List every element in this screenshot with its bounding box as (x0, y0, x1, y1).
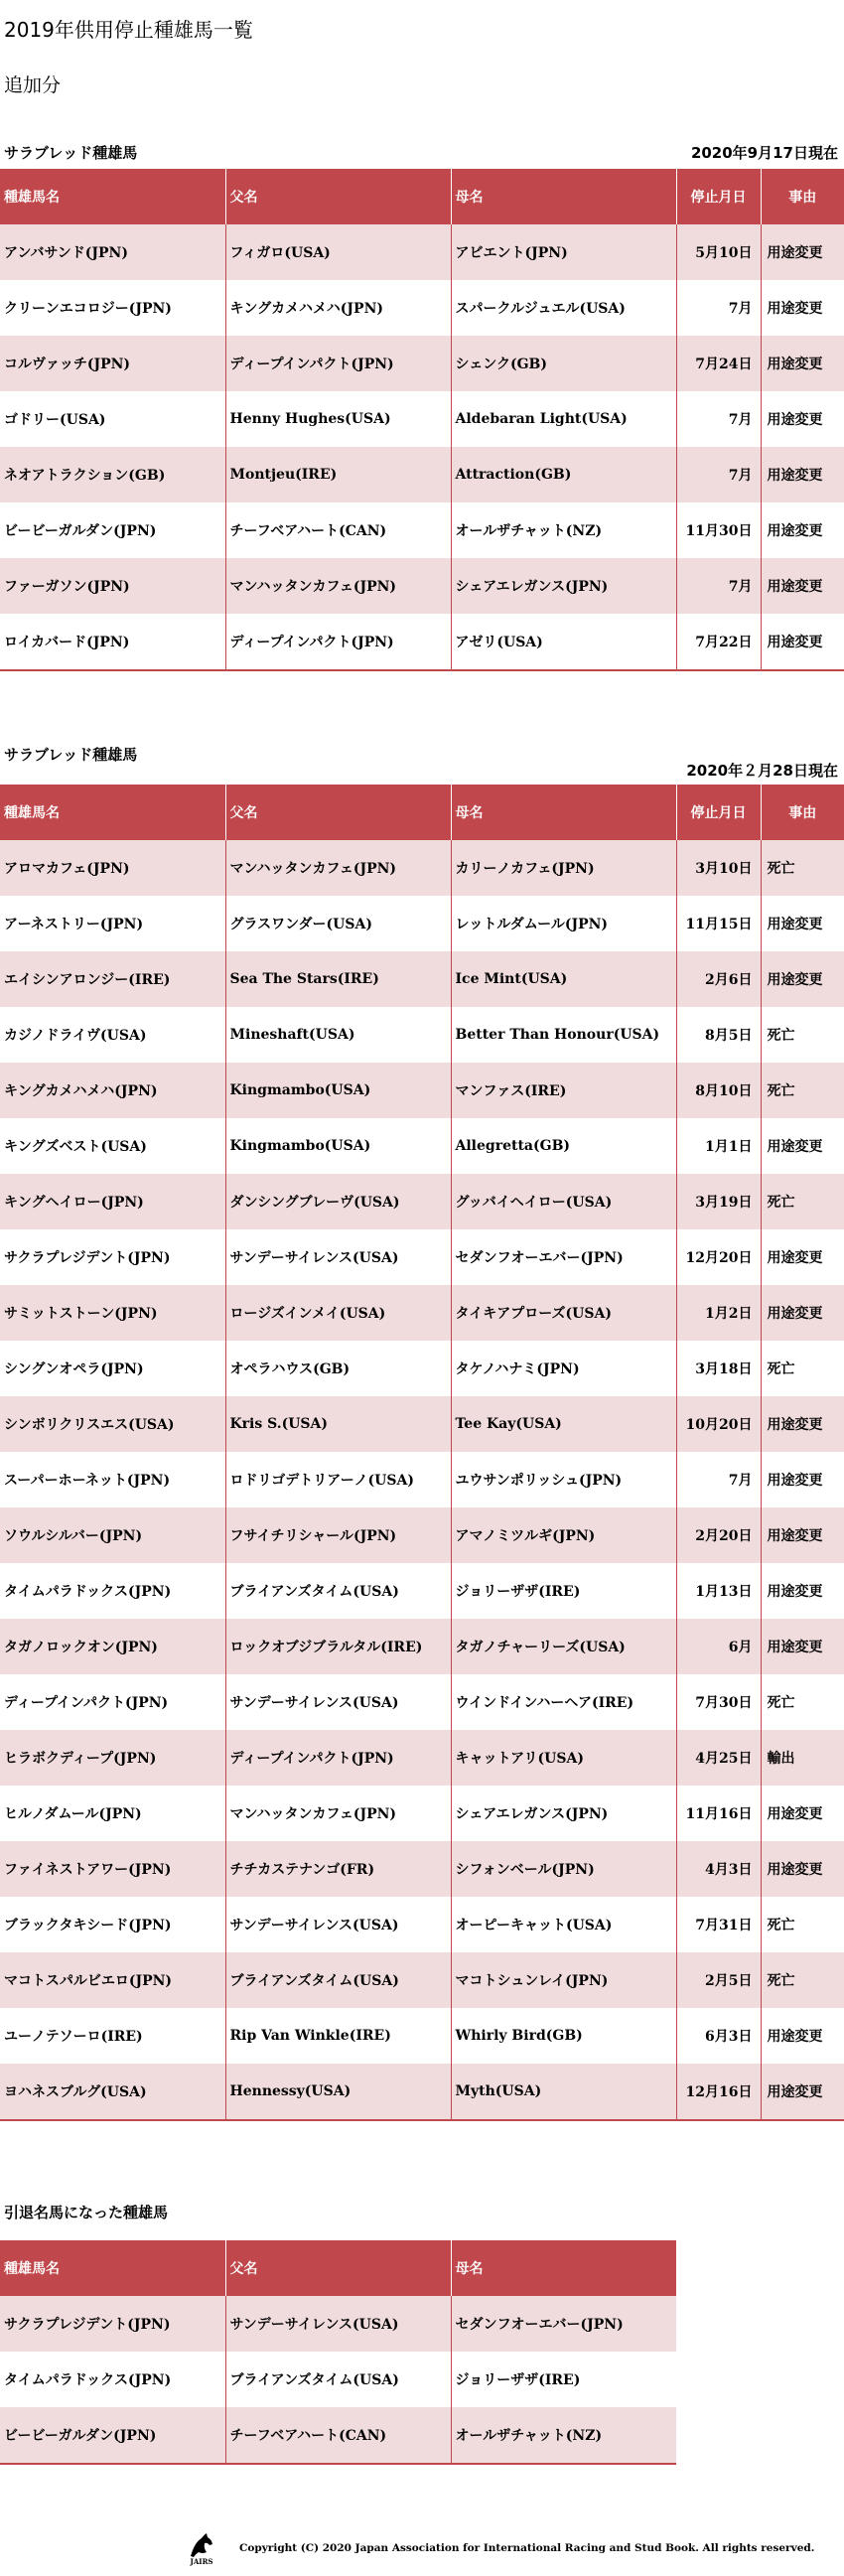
dam-name-header: 母名 (451, 2240, 676, 2296)
stallion-name-cell: ヨハネスブルグ(USA) (0, 2064, 225, 2120)
sire-name-cell: Mineshaft(USA) (225, 1007, 451, 1063)
sire-name-cell: サンデーサイレンス(USA) (225, 1897, 451, 1952)
reason-cell: 用途変更 (761, 951, 844, 1007)
table-row (0, 1952, 844, 2008)
reason-cell: 死亡 (761, 1674, 844, 1730)
dam-name-cell: Tee Kay(USA) (451, 1396, 676, 1452)
stallion-name-cell: キングヘイロー(JPN) (0, 1174, 225, 1229)
reason-cell: 用途変更 (761, 1396, 844, 1452)
dam-name-cell: セダンフオーエバー(JPN) (451, 1229, 676, 1285)
sire-name-cell: Rip Van Winkle(IRE) (225, 2008, 451, 2064)
table-row (0, 1118, 844, 1174)
reason-cell: 用途変更 (761, 2064, 844, 2120)
stop-date-cell: 11月16日 (676, 1786, 761, 1841)
dam-name-cell: シフォンベール(JPN) (451, 1841, 676, 1897)
reason-cell: 用途変更 (761, 558, 844, 614)
table-row (0, 1396, 844, 1452)
reason-cell: 用途変更 (761, 2008, 844, 2064)
jairs-logo (185, 2530, 218, 2566)
table-row (0, 1341, 844, 1396)
sire-name-cell: ロックオブジブラルタル(IRE) (225, 1619, 451, 1674)
stallion-name-cell: スーパーホーネット(JPN) (0, 1452, 225, 1507)
page-subtitle: 追加分 (4, 74, 62, 96)
stallion-name-cell: アンバサンド(JPN) (0, 224, 225, 280)
dam-name-cell: Whirly Bird(GB) (451, 2008, 676, 2064)
stallion-name-cell: ブラックタキシード(JPN) (0, 1897, 225, 1952)
reason-cell: 用途変更 (761, 1118, 844, 1174)
stallion-name-cell: ディープインパクト(JPN) (0, 1674, 225, 1730)
dam-name-cell: スパークルジュエル(USA) (451, 280, 676, 336)
table-row (0, 1507, 844, 1563)
page-title: 2019年供用停止種雄馬一覧 (4, 18, 253, 42)
stallion-name-cell: タイムパラドックス(JPN) (0, 1563, 225, 1619)
table-row (0, 1897, 844, 1952)
table-row (0, 224, 844, 280)
stop-date-cell: 6月3日 (676, 2008, 761, 2064)
dam-name-cell: キャットアリ(USA) (451, 1730, 676, 1786)
stop-date-cell: 11月15日 (676, 896, 761, 951)
dam-name-cell: オールザチャット(NZ) (451, 502, 676, 558)
reason-cell: 死亡 (761, 1341, 844, 1396)
dam-name-cell: ウインドインハーヘア(IRE) (451, 1674, 676, 1730)
stop-date-cell: 2月20日 (676, 1507, 761, 1563)
stop-date-cell: 7月 (676, 447, 761, 502)
stallion-name-cell: コルヴァッチ(JPN) (0, 336, 225, 391)
dam-name-cell: Ice Mint(USA) (451, 951, 676, 1007)
stallion-name-cell: カジノドライヴ(USA) (0, 1007, 225, 1063)
dam-name-cell: シェンク(GB) (451, 336, 676, 391)
reason-cell: 用途変更 (761, 1619, 844, 1674)
sire-name-header: 父名 (225, 169, 451, 224)
section-label-addition: サラブレッド種雄馬 (4, 144, 138, 162)
stop-date-cell: 2月5日 (676, 1952, 761, 2008)
reason-cell: 死亡 (761, 1007, 844, 1063)
stop-date-header: 停止月日 (676, 169, 761, 224)
stop-date-header: 停止月日 (676, 785, 761, 840)
dam-name-cell: Myth(USA) (451, 2064, 676, 2120)
stop-date-cell: 7月 (676, 280, 761, 336)
dam-name-header: 母名 (451, 785, 676, 840)
table-row (0, 1674, 844, 1730)
stallion-name-cell: サクラプレジデント(JPN) (0, 2296, 225, 2352)
table-header-row (0, 785, 844, 840)
table-row (0, 951, 844, 1007)
reason-cell: 用途変更 (761, 896, 844, 951)
table-row (0, 614, 844, 670)
stop-date-cell: 7月31日 (676, 1897, 761, 1952)
reason-cell: 死亡 (761, 1897, 844, 1952)
sire-name-cell: ディープインパクト(JPN) (225, 614, 451, 670)
sire-name-cell: マンハッタンカフェ(JPN) (225, 1786, 451, 1841)
stallion-name-cell: クリーンエコロジー(JPN) (0, 280, 225, 336)
stallion-name-cell: ビービーガルダン(JPN) (0, 2407, 225, 2464)
dam-name-cell: Better Than Honour(USA) (451, 1007, 676, 1063)
sire-name-cell: キングカメハメハ(JPN) (225, 280, 451, 336)
reason-cell: 用途変更 (761, 391, 844, 447)
stallion-name-cell: ユーノテソーロ(IRE) (0, 2008, 225, 2064)
sire-name-cell: ディープインパクト(JPN) (225, 1730, 451, 1786)
stop-date-cell: 7月 (676, 1452, 761, 1507)
copyright-text: Copyright (C) 2020 Japan Association for International Racing and Stud Book. All rights reserved. (239, 2542, 815, 2554)
reason-cell: 用途変更 (761, 336, 844, 391)
table-row (0, 336, 844, 391)
section-label-main: サラブレッド種雄馬 (4, 746, 138, 764)
reason-cell: 死亡 (761, 1174, 844, 1229)
reason-cell: 輸出 (761, 1730, 844, 1786)
dam-name-cell: タイキアプローズ(USA) (451, 1285, 676, 1341)
stallion-name-cell: キングズベスト(USA) (0, 1118, 225, 1174)
reason-cell: 用途変更 (761, 1786, 844, 1841)
dam-name-cell: ジョリーザザ(IRE) (451, 2352, 676, 2407)
reason-header: 事由 (761, 169, 844, 224)
table-row (0, 558, 844, 614)
table-header-row (0, 169, 844, 224)
table-row (0, 1786, 844, 1841)
dam-name-cell: シェアエレガンス(JPN) (451, 1786, 676, 1841)
table-row (0, 502, 844, 558)
table-row (0, 1619, 844, 1674)
sire-name-cell: チチカステナンゴ(FR) (225, 1841, 451, 1897)
reason-cell: 用途変更 (761, 1563, 844, 1619)
stallion-name-header: 種雄馬名 (0, 169, 225, 224)
sire-name-cell: ブライアンズタイム(USA) (225, 1952, 451, 2008)
sire-name-cell: フサイチリシャール(JPN) (225, 1507, 451, 1563)
dam-name-cell: タガノチャーリーズ(USA) (451, 1619, 676, 1674)
stallion-name-cell: シングンオペラ(JPN) (0, 1341, 225, 1396)
dam-name-cell: レットルダムール(JPN) (451, 896, 676, 951)
stallion-name-cell: ビービーガルダン(JPN) (0, 502, 225, 558)
as-of-date-main: 2020年２月28日現在 (686, 762, 838, 780)
stallion-name-cell: ソウルシルバー(JPN) (0, 1507, 225, 1563)
reason-cell: 死亡 (761, 840, 844, 896)
stallion-name-cell: ゴドリー(USA) (0, 391, 225, 447)
dam-name-cell: グッバイヘイロー(USA) (451, 1174, 676, 1229)
reason-cell: 用途変更 (761, 614, 844, 670)
table-row (0, 391, 844, 447)
stop-date-cell: 1月13日 (676, 1563, 761, 1619)
dam-name-cell: Allegretta(GB) (451, 1118, 676, 1174)
reason-cell: 用途変更 (761, 502, 844, 558)
stop-date-cell: 12月20日 (676, 1229, 761, 1285)
stallion-table-main (0, 785, 844, 2121)
stop-date-cell: 8月10日 (676, 1063, 761, 1118)
stallion-table-retired (0, 2240, 676, 2465)
sire-name-cell: サンデーサイレンス(USA) (225, 1674, 451, 1730)
reason-cell: 死亡 (761, 1063, 844, 1118)
jairs-logo-text: JAIRS (190, 2557, 213, 2566)
stallion-name-cell: タイムパラドックス(JPN) (0, 2352, 225, 2407)
sire-name-cell: ロドリゴデトリアーノ(USA) (225, 1452, 451, 1507)
stop-date-cell: 7月22日 (676, 614, 761, 670)
stop-date-cell: 1月2日 (676, 1285, 761, 1341)
stop-date-cell: 2月6日 (676, 951, 761, 1007)
stallion-name-cell: ヒルノダムール(JPN) (0, 1786, 225, 1841)
sire-name-cell: Sea The Stars(IRE) (225, 951, 451, 1007)
dam-name-cell: Attraction(GB) (451, 447, 676, 502)
section-label-retired: 引退名馬になった種雄馬 (4, 2204, 169, 2221)
dam-name-cell: オーピーキャット(USA) (451, 1897, 676, 1952)
stop-date-cell: 12月16日 (676, 2064, 761, 2120)
stallion-name-cell: ファイネストアワー(JPN) (0, 1841, 225, 1897)
stop-date-cell: 11月30日 (676, 502, 761, 558)
dam-name-cell: ジョリーザザ(IRE) (451, 1563, 676, 1619)
sire-name-cell: マンハッタンカフェ(JPN) (225, 558, 451, 614)
sire-name-cell: サンデーサイレンス(USA) (225, 1229, 451, 1285)
stallion-name-cell: タガノロックオン(JPN) (0, 1619, 225, 1674)
stop-date-cell: 4月25日 (676, 1730, 761, 1786)
stop-date-cell: 7月 (676, 558, 761, 614)
stop-date-cell: 5月10日 (676, 224, 761, 280)
table-row (0, 1063, 844, 1118)
sire-name-cell: Kingmambo(USA) (225, 1118, 451, 1174)
table-row (0, 2296, 676, 2352)
table-row (0, 1174, 844, 1229)
dam-name-header: 母名 (451, 169, 676, 224)
stop-date-cell: 10月20日 (676, 1396, 761, 1452)
sire-name-cell: チーフベアハート(CAN) (225, 2407, 451, 2464)
sire-name-cell: Kris S.(USA) (225, 1396, 451, 1452)
table-row (0, 1007, 844, 1063)
sire-name-cell: グラスワンダー(USA) (225, 896, 451, 951)
reason-cell: 用途変更 (761, 1841, 844, 1897)
sire-name-cell: ロージズインメイ(USA) (225, 1285, 451, 1341)
sire-name-cell: Montjeu(IRE) (225, 447, 451, 502)
sire-name-cell: サンデーサイレンス(USA) (225, 2296, 451, 2352)
sire-name-cell: Henny Hughes(USA) (225, 391, 451, 447)
stop-date-cell: 3月10日 (676, 840, 761, 896)
stallion-name-cell: アロマカフェ(JPN) (0, 840, 225, 896)
stallion-name-cell: エイシンアロンジー(IRE) (0, 951, 225, 1007)
stallion-table-addition (0, 169, 844, 671)
sire-name-cell: Kingmambo(USA) (225, 1063, 451, 1118)
stop-date-cell: 1月1日 (676, 1118, 761, 1174)
stop-date-cell: 3月19日 (676, 1174, 761, 1229)
sire-name-cell: ディープインパクト(JPN) (225, 336, 451, 391)
dam-name-cell: アゼリ(USA) (451, 614, 676, 670)
reason-cell: 用途変更 (761, 1452, 844, 1507)
sire-name-cell: ブライアンズタイム(USA) (225, 1563, 451, 1619)
sire-name-cell: オペラハウス(GB) (225, 1341, 451, 1396)
dam-name-cell: タケノハナミ(JPN) (451, 1341, 676, 1396)
stallion-name-header: 種雄馬名 (0, 2240, 225, 2296)
reason-cell: 用途変更 (761, 1285, 844, 1341)
sire-name-cell: Hennessy(USA) (225, 2064, 451, 2120)
stallion-name-cell: ファーガソン(JPN) (0, 558, 225, 614)
footer (185, 2530, 844, 2566)
sire-name-cell: チーフベアハート(CAN) (225, 502, 451, 558)
table-row (0, 1452, 844, 1507)
table-row (0, 2008, 844, 2064)
table-row (0, 280, 844, 336)
dam-name-cell: ユウサンポリッシュ(JPN) (451, 1452, 676, 1507)
table-row (0, 2407, 676, 2464)
stallion-name-cell: マコトスパルビエロ(JPN) (0, 1952, 225, 2008)
stop-date-cell: 6月 (676, 1619, 761, 1674)
table-row (0, 1229, 844, 1285)
sire-name-header: 父名 (225, 2240, 451, 2296)
stallion-name-header: 種雄馬名 (0, 785, 225, 840)
sire-name-cell: ダンシングブレーヴ(USA) (225, 1174, 451, 1229)
reason-header: 事由 (761, 785, 844, 840)
table-row (0, 2352, 676, 2407)
table-row (0, 447, 844, 502)
reason-cell: 用途変更 (761, 1507, 844, 1563)
table-row (0, 1563, 844, 1619)
reason-cell: 用途変更 (761, 224, 844, 280)
dam-name-cell: マンファス(IRE) (451, 1063, 676, 1118)
dam-name-cell: セダンフオーエバー(JPN) (451, 2296, 676, 2352)
stallion-name-cell: ネオアトラクション(GB) (0, 447, 225, 502)
stallion-name-cell: ロイカバード(JPN) (0, 614, 225, 670)
stallion-name-cell: サクラプレジデント(JPN) (0, 1229, 225, 1285)
stop-date-cell: 3月18日 (676, 1341, 761, 1396)
dam-name-cell: アマノミツルギ(JPN) (451, 1507, 676, 1563)
sire-name-header: 父名 (225, 785, 451, 840)
sire-name-cell: ブライアンズタイム(USA) (225, 2352, 451, 2407)
as-of-date-addition: 2020年9月17日現在 (690, 144, 838, 162)
dam-name-cell: オールザチャット(NZ) (451, 2407, 676, 2464)
dam-name-cell: カリーノカフェ(JPN) (451, 840, 676, 896)
stallion-name-cell: サミットストーン(JPN) (0, 1285, 225, 1341)
sire-name-cell: フィガロ(USA) (225, 224, 451, 280)
stallion-name-cell: キングカメハメハ(JPN) (0, 1063, 225, 1118)
stop-date-cell: 7月24日 (676, 336, 761, 391)
reason-cell: 用途変更 (761, 1229, 844, 1285)
table-row (0, 1841, 844, 1897)
table-row (0, 896, 844, 951)
reason-cell: 死亡 (761, 1952, 844, 2008)
table-row (0, 840, 844, 896)
stallion-name-cell: ヒラボクディープ(JPN) (0, 1730, 225, 1786)
table-row (0, 2064, 844, 2120)
stop-date-cell: 8月5日 (676, 1007, 761, 1063)
table-row (0, 1730, 844, 1786)
dam-name-cell: シェアエレガンス(JPN) (451, 558, 676, 614)
sire-name-cell: マンハッタンカフェ(JPN) (225, 840, 451, 896)
dam-name-cell: アビエント(JPN) (451, 224, 676, 280)
stop-date-cell: 4月3日 (676, 1841, 761, 1897)
dam-name-cell: マコトシュンレイ(JPN) (451, 1952, 676, 2008)
table-header-row (0, 2240, 676, 2296)
dam-name-cell: Aldebaran Light(USA) (451, 391, 676, 447)
stop-date-cell: 7月30日 (676, 1674, 761, 1730)
stallion-name-cell: アーネストリー(JPN) (0, 896, 225, 951)
table-row (0, 1285, 844, 1341)
reason-cell: 用途変更 (761, 447, 844, 502)
stop-date-cell: 7月 (676, 391, 761, 447)
reason-cell: 用途変更 (761, 280, 844, 336)
stallion-name-cell: シンボリクリスエス(USA) (0, 1396, 225, 1452)
